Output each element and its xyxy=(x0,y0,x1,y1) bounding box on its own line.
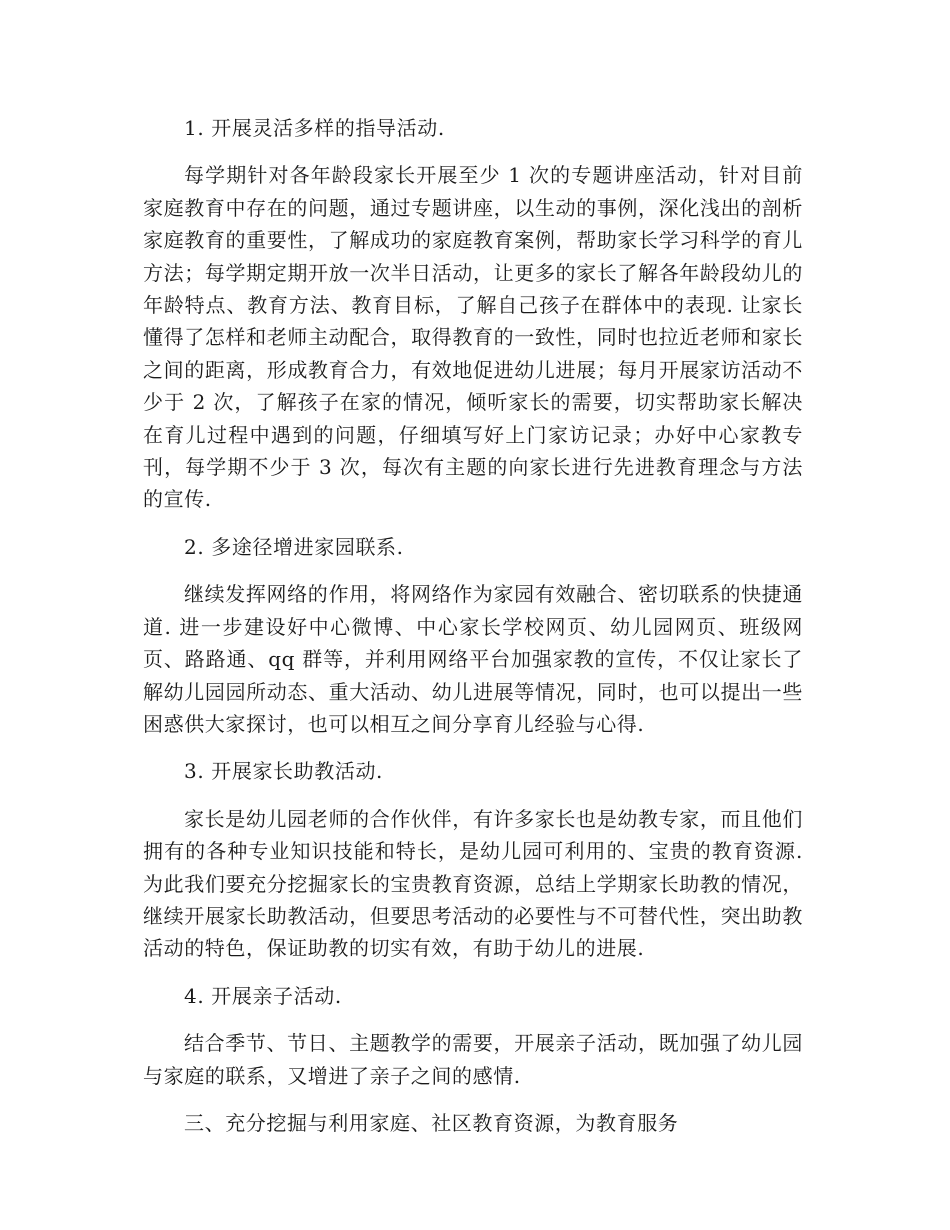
section-body-4: 结合季节、节日、主题教学的需要，开展亲子活动，既加强了幼儿园与家庭的联系，又增进了亲子之间的感情. xyxy=(143,1031,803,1088)
closing-heading: 三、充分挖掘与利用家庭、社区教育资源，为教育服务 xyxy=(184,1110,679,1135)
section-body-3: 家长是幼儿园老师的合作伙伴，有许多家长也是幼教专家，而且他们拥有的各种专业知识技能和特长，是幼儿园可利用的、宝贵的教育资源. 为此我们要充分挖掘家长的宝贵教育资源，总结上学期家长助教的情况，继续开展家长助教活动，但要思考活动的必要性与不可替代性，突出助教活动的特色，保证助教的切实有效，有助于幼儿的进展. xyxy=(143,806,803,961)
section-heading-3: 3. 开展家长助教活动. xyxy=(184,759,383,784)
section-heading-4: 4. 开展亲子活动. xyxy=(184,983,342,1008)
section-heading-2: 2. 多途径增进家园联系. xyxy=(184,534,404,559)
section-body-2: 继续发挥网络的作用，将网络作为家园有效融合、密切联系的快捷通道. 进一步建设好中心微博、中心家长学校网页、幼儿园网页、班级网页、路路通、qq 群等，并利用网络平台加强家教的宣传，不仅让家长了解幼儿园园所动态、重大活动、幼儿进展等情况，同时，也可以提出一些困惑供大家探讨，也可以相互之间分享育儿经验与心得. xyxy=(143,582,803,736)
section-heading-1: 1. 开展灵活多样的指导活动. xyxy=(184,116,445,140)
section-body-1: 每学期针对各年龄段家长开展至少 1 次的专题讲座活动，针对目前家庭教育中存在的问题，通过专题讲座，以生动的事例，深化浅出的剖析家庭教育的重要性，了解成功的家庭教育案例，帮助家长学习科学的育儿方法；每学期定期开放一次半日活动，让更多的家长了解各年龄段幼儿的年龄特点、教育方法、教育目标，了解自己孩子在群体中的表现. 让家长懂得了怎样和老师主动配合，取得教育的一致性，同时也拉近老师和家长之间的距离，形成教育合力，有效地促进幼儿进展；每月开展家访活动不少于 2 次，了解孩子在家的情况，倾听家长的需要，切实帮助家长解决在育儿过程中遇到的问题，仔细填写好上门家访记录；办好中心家教专刊，每学期不少于 3 次，每次有主题的向家长进行先进教育理念与方法的宣传. xyxy=(143,163,803,512)
document-content xyxy=(143,112,803,1154)
